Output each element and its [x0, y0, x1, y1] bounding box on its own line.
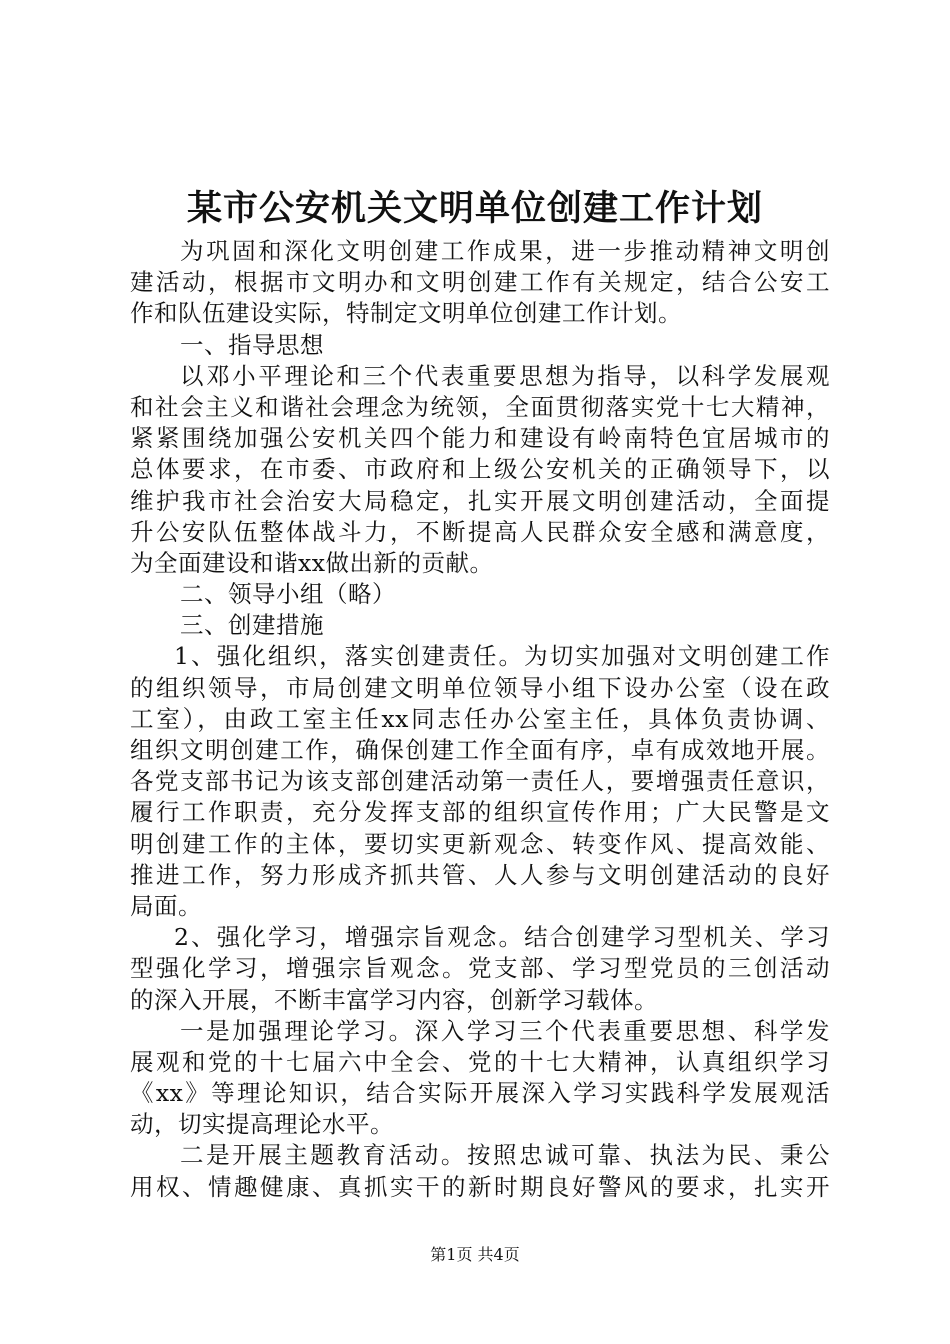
body-line: 2、强化学习，增强宗旨观念。结合创建学习型机关、学习 — [174, 923, 830, 952]
body-line: 工室），由政工室主任xx同志任办公室主任，具体负责协调、 — [130, 704, 830, 733]
body-line: 建活动，根据市文明办和文明创建工作有关规定，结合公安工 — [130, 268, 830, 297]
body-line: 总体要求，在市委、市政府和上级公安机关的正确领导下，以 — [130, 455, 830, 484]
body-line: 展观和党的十七届六中全会、党的十七大精神，认真组织学习 — [130, 1047, 830, 1076]
body-line: 一是加强理论学习。深入学习三个代表重要思想、科学发 — [180, 1016, 830, 1045]
document-title: 某市公安机关文明单位创建工作计划 — [186, 188, 763, 229]
body-line: 和社会主义和谐社会理念为统领，全面贯彻落实党十七大精神， — [130, 392, 830, 421]
page-footer: 第1页 共4页 — [430, 1245, 520, 1264]
body-line: 型强化学习，增强宗旨观念。党支部、学习型党员的三创活动 — [130, 954, 830, 983]
body-line: 为全面建设和谐xx做出新的贡献。 — [130, 548, 494, 577]
body-line: 二是开展主题教育活动。按照忠诚可靠、执法为民、秉公 — [180, 1141, 830, 1170]
body-line: 紧紧围绕加强公安机关四个能力和建设有岭南特色宜居城市的 — [130, 424, 830, 453]
body-line: 维护我市社会治安大局稳定，扎实开展文明创建活动，全面提 — [130, 486, 830, 515]
body-line: 为巩固和深化文明创建工作成果，进一步推动精神文明创 — [180, 237, 830, 265]
body-line: 履行工作职责，充分发挥支部的组织宣传作用；广大民警是文 — [130, 798, 830, 827]
body-line: 明创建工作的主体，要切实更新观念、转变作风、提高效能、 — [130, 829, 830, 858]
body-line: 推进工作，努力形成齐抓共管、人人参与文明创建活动的良好 — [130, 860, 830, 889]
body-line: 组织文明创建工作，确保创建工作全面有序，卓有成效地开展。 — [130, 736, 830, 764]
body-line: 各党支部书记为该支部创建活动第一责任人，要增强责任意识， — [130, 767, 830, 796]
document-body — [130, 236, 830, 1203]
body-line: 的深入开展，不断丰富学习内容，创新学习载体。 — [130, 985, 658, 1014]
body-line: 升公安队伍整体战斗力，不断提高人民群众安全感和满意度， — [130, 517, 830, 546]
body-line: 局面。 — [130, 891, 202, 920]
section-heading: 二、领导小组（略） — [180, 580, 396, 609]
body-line: 《xx》等理论知识，结合实际开展深入学习实践科学发展观活 — [130, 1079, 830, 1108]
body-line: 1、强化组织，落实创建责任。为切实加强对文明创建工作 — [174, 642, 830, 671]
section-heading: 三、创建措施 — [180, 611, 324, 640]
body-line: 动，切实提高理论水平。 — [130, 1110, 394, 1139]
section-heading: 一、指导思想 — [180, 330, 324, 359]
body-line: 的组织领导，市局创建文明单位领导小组下设办公室（设在政 — [130, 673, 830, 702]
body-line: 以邓小平理论和三个代表重要思想为指导，以科学发展观 — [180, 361, 830, 390]
body-line: 用权、情趣健康、真抓实干的新时期良好警风的要求，扎实开 — [130, 1172, 830, 1201]
body-line: 作和队伍建设实际，特制定文明单位创建工作计划。 — [130, 299, 682, 328]
